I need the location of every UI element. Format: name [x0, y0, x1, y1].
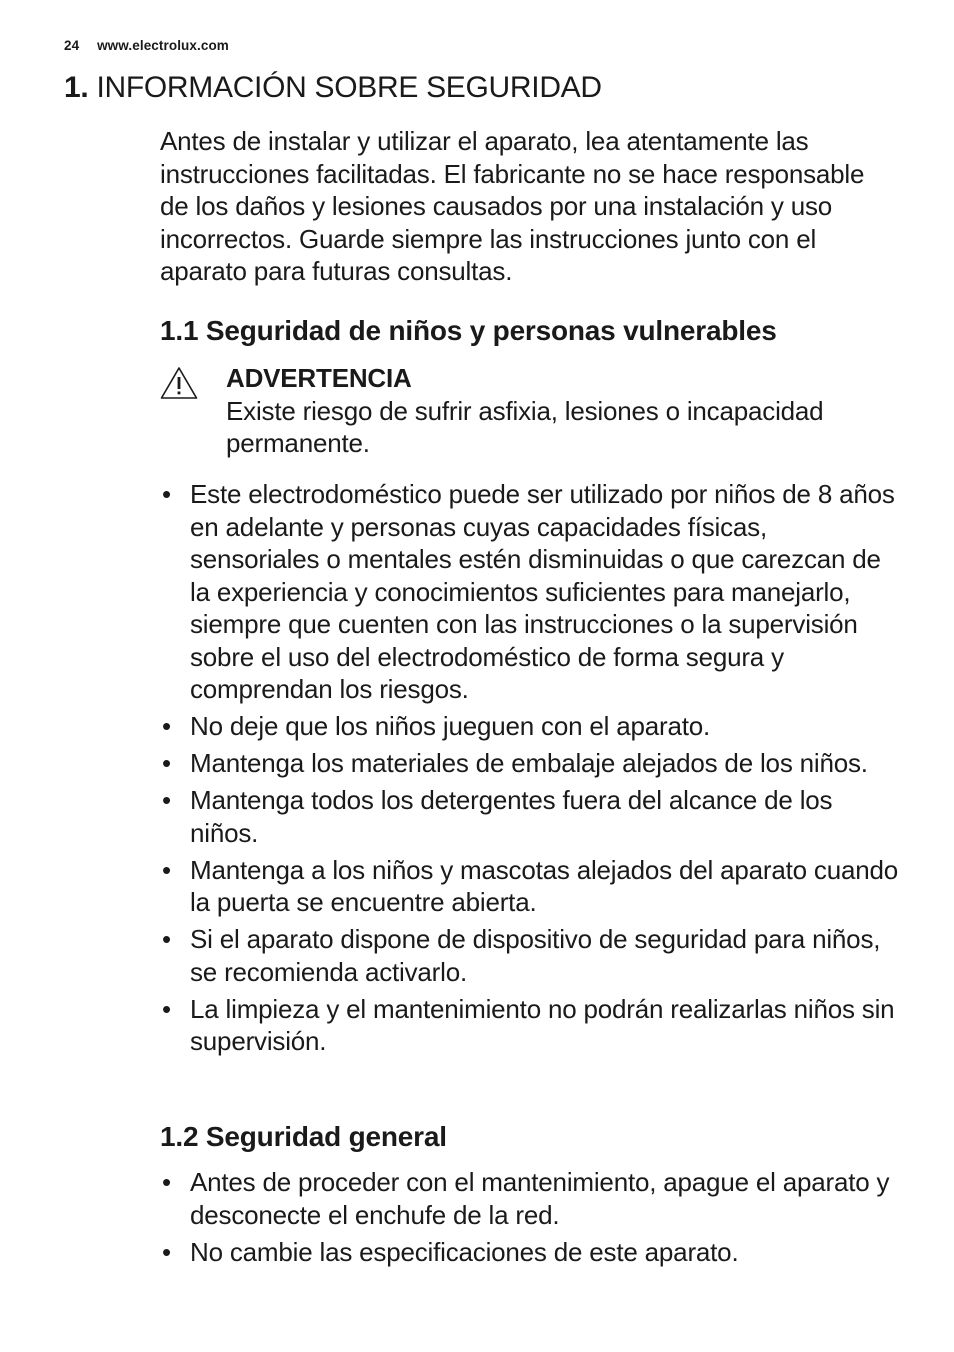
- chapter-number: 1.: [64, 71, 89, 104]
- list-item: • Mantenga los materiales de embalaje alejados de los niños.: [160, 747, 900, 780]
- section-title-1-1: [160, 313, 777, 349]
- section-number: 1.2: [160, 1121, 199, 1152]
- section-title-text: Seguridad general: [205, 1121, 447, 1152]
- page-header: [64, 38, 229, 53]
- list-item: • Este electrodoméstico puede ser utilizado por niños de 8 años en adelante y personas cuyas capacidades físicas, sensoriales o mentales estén disminuidas o que carezcan de la experiencia y conocimientos suficientes para manejarlo, siempre que cuenten con las instrucciones o la supervisión sobre el uso del electrodoméstico de forma segura y comprendan los riesgos.: [160, 478, 900, 706]
- list-item: • No deje que los niños jueguen con el aparato.: [160, 710, 900, 743]
- general-safety-list: [160, 1166, 900, 1273]
- section-title-text: Seguridad de niños y personas vulnerables: [205, 315, 777, 346]
- chapter-title-text: INFORMACIÓN SOBRE SEGURIDAD: [96, 71, 602, 104]
- intro-paragraph: Antes de instalar y utilizar el aparato, lea atentamente las instrucciones facilitadas. El fabricante no se hace responsable de los daños y lesiones causados por una instalación y uso incorrectos. Guarde siempre las instrucciones junto con el aparato para futuras consultas.: [160, 126, 865, 286]
- list-item: • Mantenga a los niños y mascotas alejados del aparato cuando la puerta se encuentre abierta.: [160, 854, 900, 919]
- child-safety-list: [160, 478, 900, 1062]
- chapter-title: [64, 68, 602, 108]
- section-title-1-2: [160, 1119, 447, 1155]
- page-number: 24: [64, 38, 80, 53]
- section-number: 1.1: [160, 315, 199, 346]
- warning-block: [160, 362, 900, 460]
- website-url: www.electrolux.com: [97, 38, 229, 53]
- list-item: • Mantenga todos los detergentes fuera del alcance de los niños.: [160, 784, 900, 849]
- warning-text: Existe riesgo de sufrir asfixia, lesiones o incapacidad permanente.: [226, 395, 824, 458]
- list-item: • La limpieza y el mantenimiento no podrán realizarlas niños sin supervisión.: [160, 993, 900, 1058]
- list-item: • Si el aparato dispone de dispositivo de seguridad para niños, se recomienda activarlo.: [160, 923, 900, 988]
- list-item: • Antes de proceder con el mantenimiento, apague el aparato y desconecte el enchufe de la red.: [160, 1166, 900, 1231]
- warning-title: ADVERTENCIA: [226, 363, 412, 393]
- warning-triangle-icon: [160, 366, 198, 400]
- list-item: • No cambie las especificaciones de este aparato.: [160, 1236, 900, 1269]
